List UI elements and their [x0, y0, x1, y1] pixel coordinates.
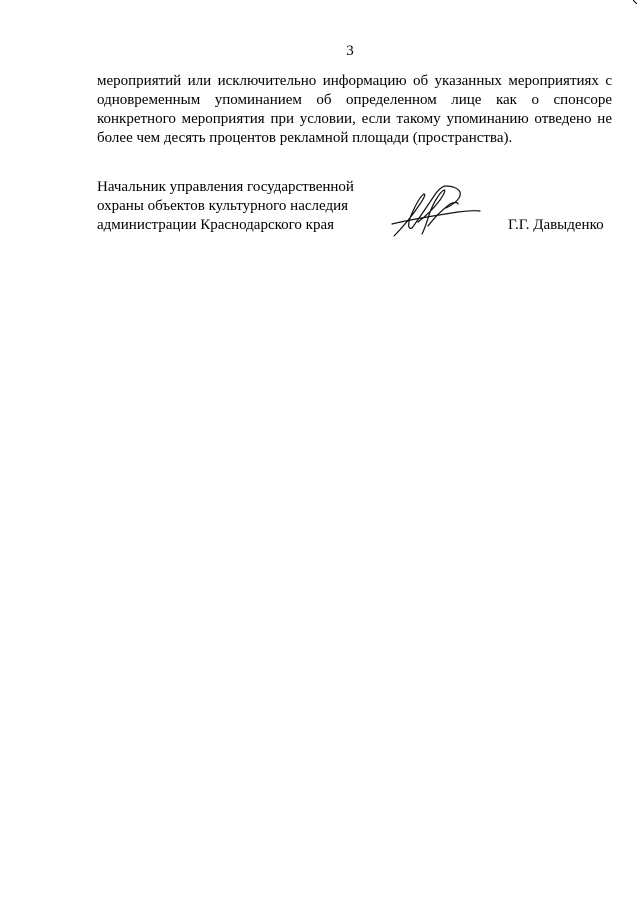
signer-position-line: охраны объектов культурного наследия	[97, 198, 349, 214]
signer-name: Г.Г. Давыденко	[508, 217, 604, 233]
paragraph-line: одновременным упоминанием об определенном лице как о спонсоре	[97, 92, 612, 108]
paragraph-line: конкретного мероприятия при условии, если такому упоминанию отведено не	[97, 111, 612, 127]
signer-position-line: Начальник управления государственной	[97, 179, 354, 195]
handwritten-signature	[388, 178, 484, 242]
scan-corner-mark	[633, 0, 637, 4]
body-paragraph	[97, 72, 612, 148]
paragraph-line: мероприятий или исключительно информацию об указанных мероприятиях с	[97, 73, 612, 89]
signer-position	[97, 178, 354, 235]
paragraph-line: более чем десять процентов рекламной площади (пространства).	[97, 130, 513, 146]
signer-position-line: администрации Краснодарского края	[97, 217, 335, 233]
page-number: 3	[346, 43, 354, 59]
